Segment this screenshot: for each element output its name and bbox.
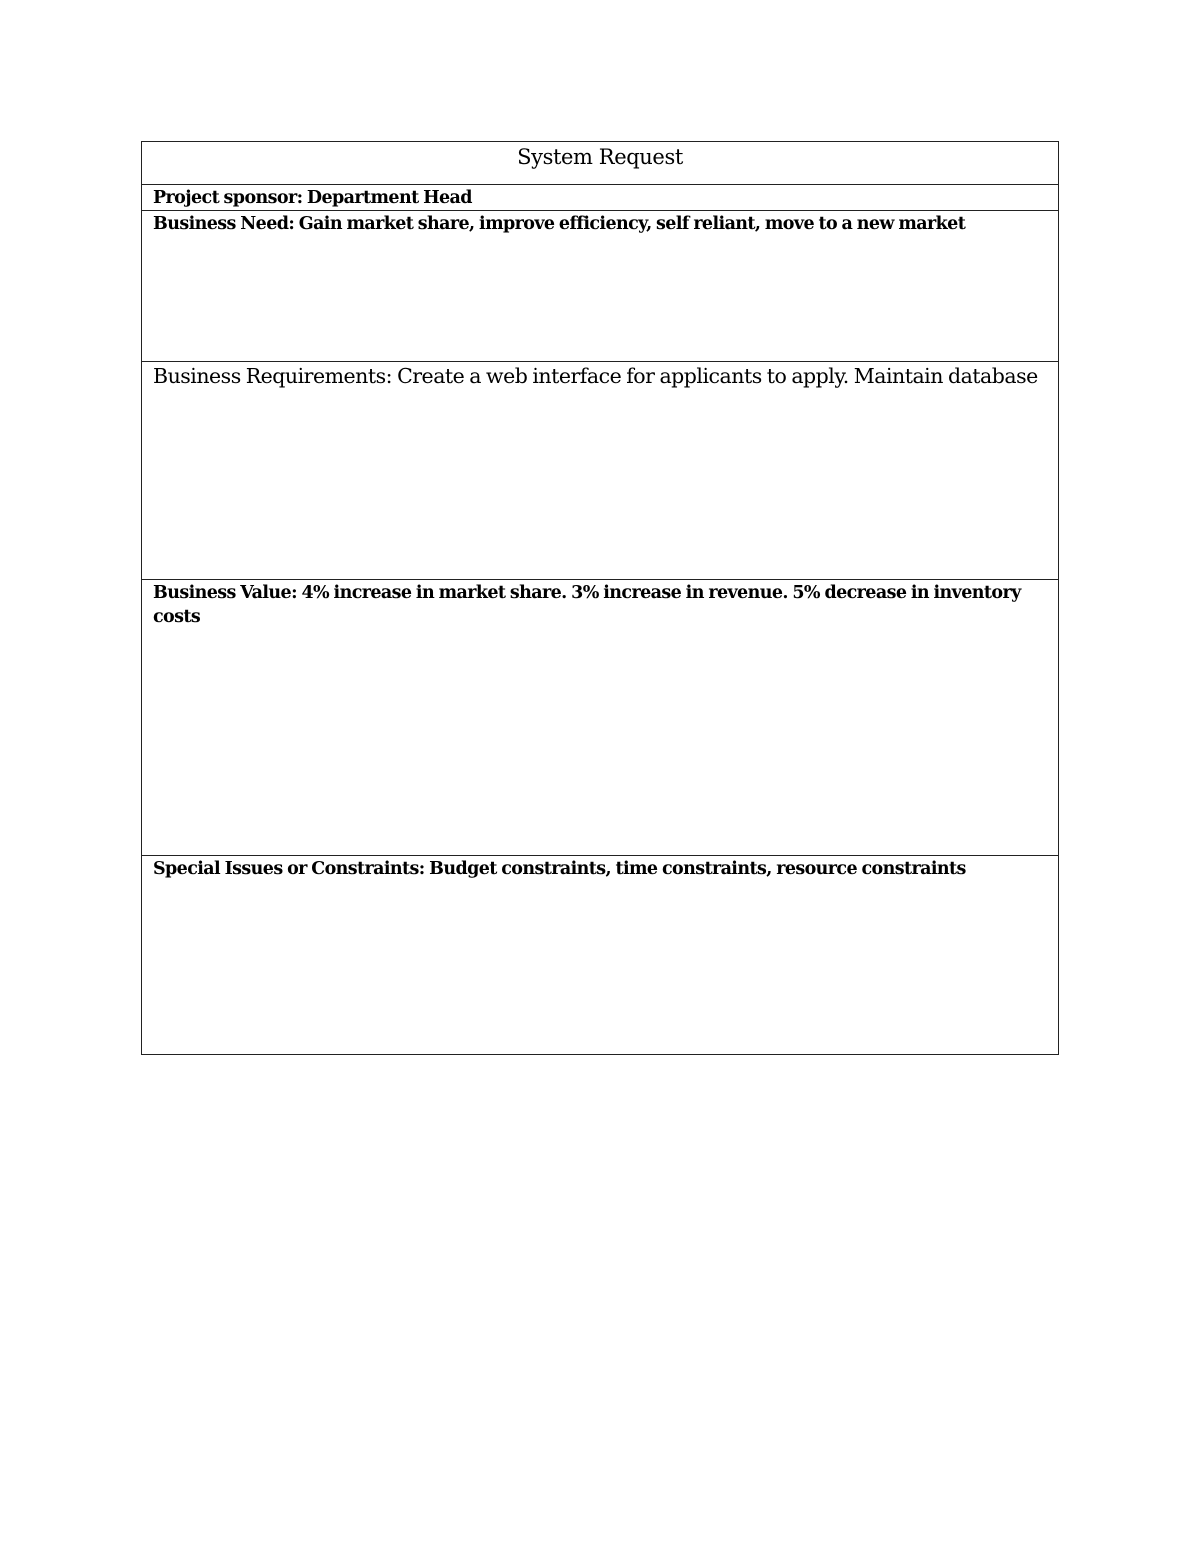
business-requirements-row: [142, 362, 1058, 580]
business-requirements-text: Business Requirements: Create a web interface for applicants to apply. Maintain database: [153, 364, 1038, 388]
business-value-text: Business Value: 4% increase in market share. 3% increase in revenue. 5% decrease in inventory costs: [153, 583, 1021, 627]
business-need-row: [142, 211, 1058, 362]
special-issues-row: [142, 856, 1058, 1054]
special-issues-text: Special Issues or Constraints: Budget constraints, time constraints, resource constraints: [153, 859, 966, 879]
system-request-table: [141, 141, 1059, 1055]
title-row: [142, 142, 1058, 185]
project-sponsor-text: Project sponsor: Department Head: [153, 188, 472, 208]
form-title: System Request: [517, 145, 683, 169]
project-sponsor-row: [142, 185, 1058, 211]
business-value-row: [142, 580, 1058, 856]
business-need-text: Business Need: Gain market share, improve efficiency, self reliant, move to a new market: [153, 214, 966, 234]
